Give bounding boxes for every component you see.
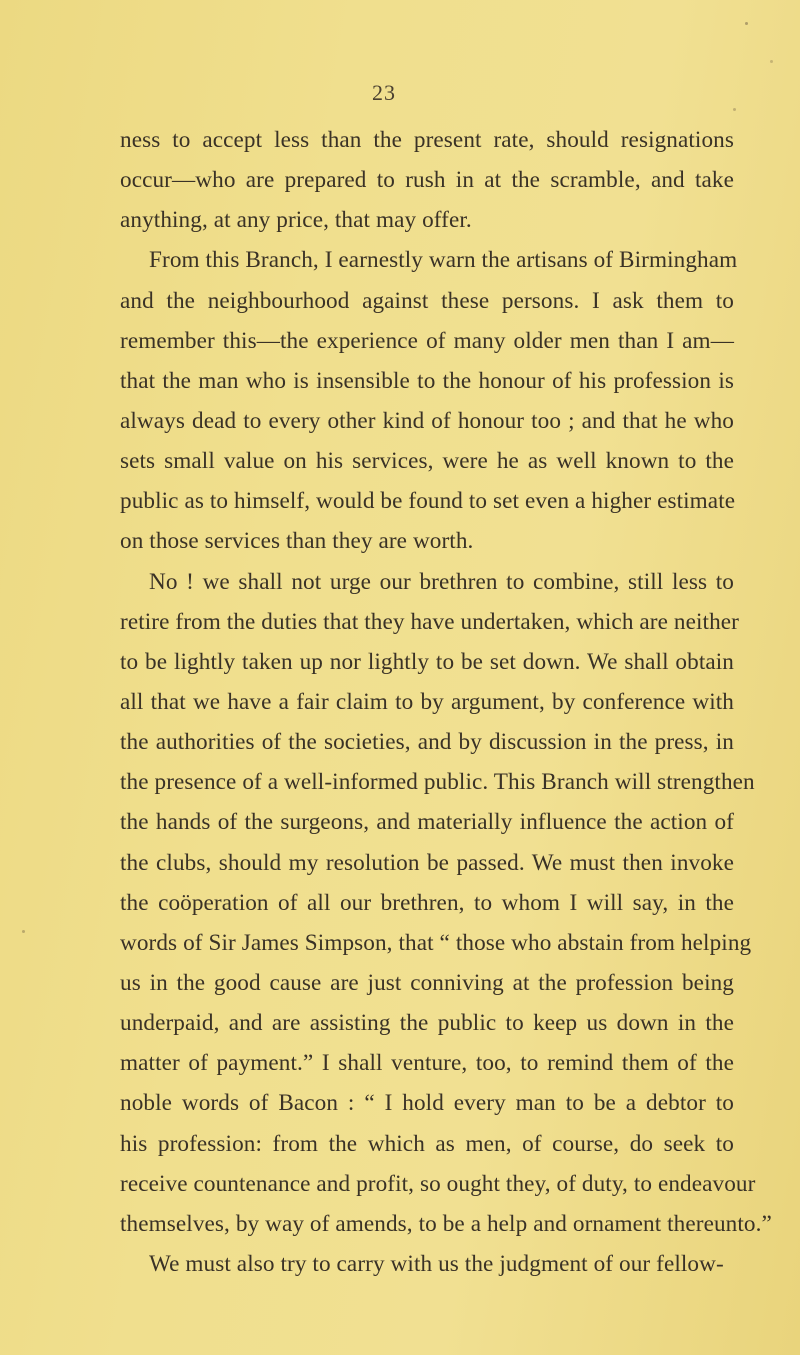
text-line: retire from the duties that they have undertaken, which are neither (120, 608, 739, 635)
body-text (120, 120, 772, 1284)
text-line: the presence of a well-informed public. This Branch will strengthen (120, 769, 755, 796)
text-line: that the man who is insensible to the honour of his profession is (120, 367, 734, 394)
text-line: the hands of the surgeons, and materially influence the action of (120, 809, 734, 836)
text-line: to be lightly taken up nor lightly to be set down. We shall obtain (120, 648, 734, 675)
paper-speck (22, 930, 25, 933)
paper-speck (733, 108, 736, 111)
text-line: noble words of Bacon : “ I hold every man to be a debtor to (120, 1090, 734, 1117)
text-line: underpaid, and are assisting the public to keep us down in the (120, 1010, 734, 1037)
text-line: receive countenance and profit, so ought they, of duty, to endeavour (120, 1170, 756, 1197)
text-line: us in the good cause are just conniving at the profession being (120, 969, 734, 996)
text-line: From this Branch, I earnestly warn the artisans of Birmingham (149, 247, 738, 274)
text-line: on those services than they are worth. (120, 528, 474, 555)
paper-speck (745, 22, 748, 25)
text-line: and the neighbourhood against these persons. I ask them to (120, 287, 734, 314)
text-line: the authorities of the societies, and by discussion in the press, in (120, 729, 734, 756)
text-line: remember this—the experience of many older men than I am— (120, 327, 734, 354)
page-number: 23 (372, 80, 396, 105)
text-line: all that we have a fair claim to by argument, by conference with (120, 688, 734, 715)
text-line: themselves, by way of amends, to be a help and ornament thereunto.” (120, 1210, 772, 1237)
text-line: always dead to every other kind of honour too ; and that he who (120, 407, 734, 434)
paper-speck (770, 60, 773, 63)
text-line: ness to accept less than the present rate, should resignations (120, 127, 734, 153)
text-line: No ! we shall not urge our brethren to combine, still less to (149, 568, 734, 595)
text-line: his profession: from the which as men, of course, do seek to (120, 1130, 734, 1157)
text-line: public as to himself, would be found to set even a higher estimate (120, 488, 736, 515)
text-line: occur—who are prepared to rush in at the scramble, and take (120, 167, 734, 194)
text-line: matter of payment.” I shall venture, too, to remind them of the (120, 1050, 734, 1077)
text-line: the clubs, should my resolution be passed. We must then invoke (120, 849, 734, 876)
text-line: We must also try to carry with us the judgment of our fellow- (149, 1250, 724, 1277)
text-line: sets small value on his services, were he as well known to the (120, 448, 734, 475)
text-line: words of Sir James Simpson, that “ those who abstain from helping (120, 929, 752, 956)
text-line: anything, at any price, that may offer. (120, 207, 472, 234)
text-line: the coöperation of all our brethren, to whom I will say, in the (120, 889, 734, 916)
